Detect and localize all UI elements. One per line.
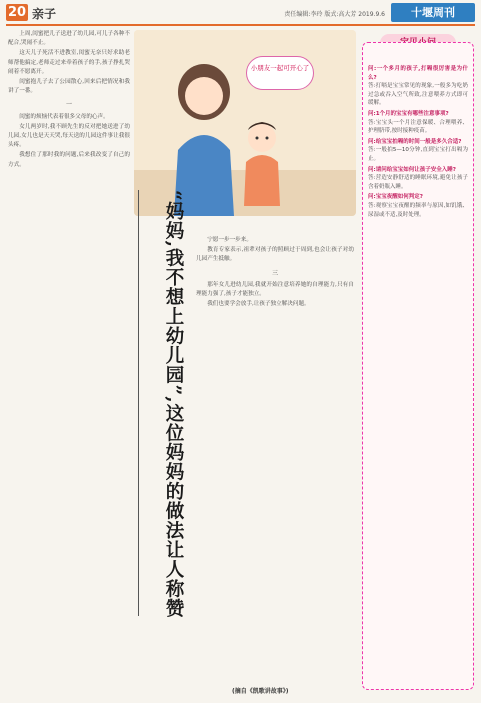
qa-item bbox=[368, 193, 468, 219]
section-label: 亲子 bbox=[32, 7, 57, 21]
header-rule bbox=[6, 24, 475, 26]
article-paragraph: 我想住了那时我的问题,后来我改变了自己的方式。 bbox=[8, 152, 130, 168]
section-heading: 一 bbox=[65, 101, 72, 109]
article-paragraph: 我们也要学会放手,让孩子独立解决问题。 bbox=[207, 301, 310, 308]
article-paragraph: 女儿两岁时,我不顾先生的反对把她送进了幼儿园,女儿也是天天哭,每天送的儿园这件事让我很头疼。 bbox=[8, 123, 130, 149]
section-heading: 三 bbox=[271, 269, 278, 277]
qa-answer: 答:营造安静舒适的睡眠环境,避免让孩子含着奶瓶入睡。 bbox=[368, 175, 468, 190]
article-paragraph: 这天儿子死活不进教室,闺蜜无奈只好求助老师帮他搞定,老师走过来牵着孩子的手,孩子挣扎哭闹着不愿离开。 bbox=[8, 50, 130, 75]
masthead: 十堰周刊 bbox=[391, 3, 475, 22]
qa-column bbox=[362, 42, 474, 690]
mother-child-illustration bbox=[134, 30, 356, 216]
qa-answer: 答:宝宝头一个月注意保暖、合理喂养、护理脐带,按时接种疫苗。 bbox=[368, 119, 468, 135]
qa-item bbox=[368, 110, 468, 136]
article-paragraph: 上周,闺蜜把儿子送进了幼儿园,可儿子各种不配合,哭闹不止。 bbox=[8, 31, 130, 47]
qa-answer: 答:观察宝宝夜醒的频率与原因,如饥饿、尿湿或不适,及时处理。 bbox=[368, 202, 468, 218]
article-paragraph: 闺蜜的烦恼代表着很多父母的心声。 bbox=[19, 113, 109, 120]
article-paragraph: 宁愿一步一步来。 bbox=[207, 237, 252, 243]
article-column-middle bbox=[196, 236, 354, 310]
article-paragraph: 闺蜜抱儿子去了公园散心,回来后把情况和我讲了一番。 bbox=[8, 79, 130, 95]
qa-item bbox=[368, 65, 468, 108]
article-title-box bbox=[134, 190, 186, 620]
qa-question: 问:1个月的宝宝有哪些注意事项? bbox=[368, 110, 449, 117]
illustration bbox=[134, 30, 356, 216]
qa-question: 问:宝宝夜醒如何判定? bbox=[368, 194, 423, 201]
page-header bbox=[0, 0, 481, 26]
speech-bubble: 小朋友一起可开心了 bbox=[246, 56, 314, 90]
qa-question: 问:给宝宝拍嗝的时间一般是多久合适? bbox=[368, 138, 462, 145]
qa-answer: 答:打嗝是宝宝常见的现象,一般多为吃奶过急或吞入空气所致,注意喂养方式即可缓解。 bbox=[368, 83, 468, 107]
page-number: 20 bbox=[7, 5, 27, 20]
article-source: (摘自《凯歌讲故事》) bbox=[232, 688, 289, 695]
qa-question: 问:一个多月的孩子,打嗝很厉害是为什么? bbox=[368, 66, 468, 81]
article-paragraph: 教育专家表示,祖辈对孩子的照顾过于周到,也会让孩子对幼儿园产生抵触。 bbox=[196, 247, 354, 263]
qa-item bbox=[368, 138, 468, 164]
article-title: “妈妈,我不想上幼儿园”,这位妈妈的做法让人称赞 bbox=[163, 190, 184, 619]
article-paragraph: 那年女儿进幼儿园,我就开始注意培养她的自理能力,只有自理能力强了,孩子才能独立。 bbox=[196, 281, 354, 298]
qa-item bbox=[368, 166, 468, 192]
qa-question: 问:请问给宝宝如何让孩子安全入睡? bbox=[368, 166, 456, 173]
editor-credits: 责任编辑:李玲 版式:高大芳 2019.9.6 bbox=[284, 11, 385, 18]
article-column-left bbox=[8, 30, 130, 171]
qa-answer: 答:一般拍5—10分钟,直到宝宝打出嗝为止。 bbox=[368, 147, 468, 162]
